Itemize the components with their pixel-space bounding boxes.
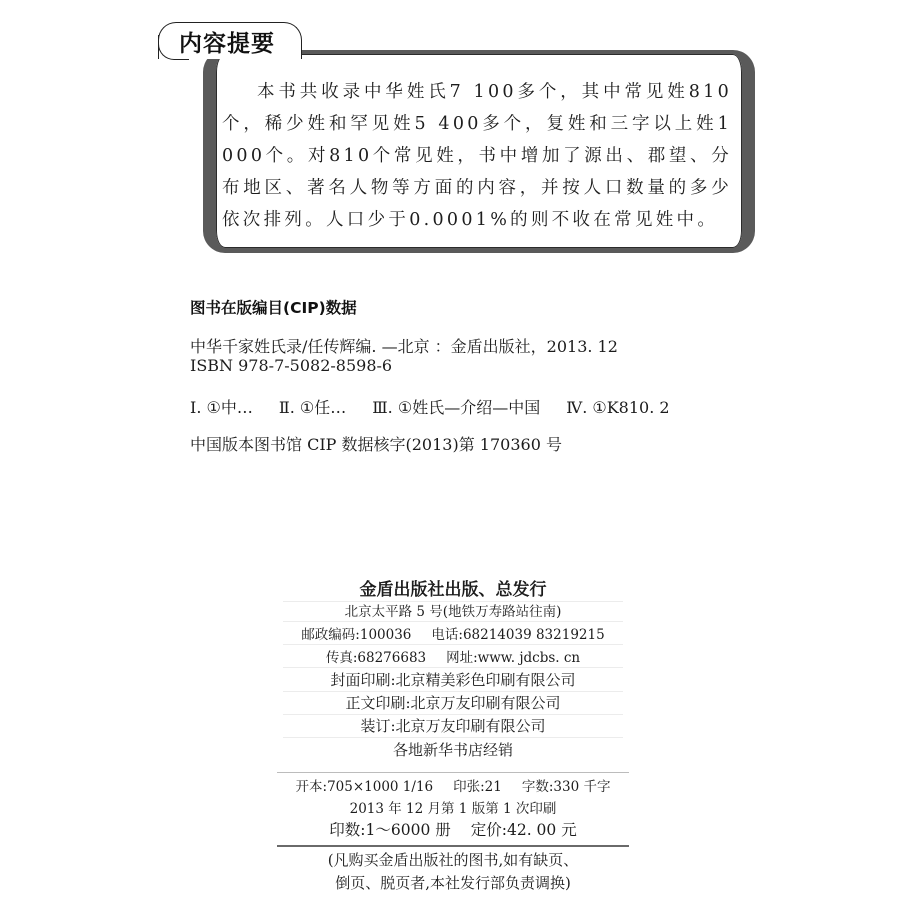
cip-class-1: Ⅰ. ①中… (190, 398, 253, 417)
cip-class-3: Ⅲ. ①姓氏—介绍—中国 (372, 398, 541, 417)
cip-class-4: Ⅳ. ①K810. 2 (566, 398, 670, 417)
sheets: 印张:21 (453, 779, 502, 795)
price: 定价:42. 00 元 (470, 821, 577, 839)
summary-tab (158, 22, 302, 59)
cip-classification (190, 395, 670, 418)
cip-class-2: Ⅱ. ①任… (278, 398, 347, 417)
distribution: 各地新华书店经销 (392, 741, 513, 759)
summary-text (222, 76, 732, 236)
cover-printer: 封面印刷:北京精美彩色印刷有限公司 (277, 669, 629, 690)
phone: 电话:68214039 83219215 (431, 627, 605, 643)
notice-line-2: 倒页、脱页者,本社发行部负责调换) (335, 874, 571, 892)
notice-line-1: (凡购买金盾出版社的图书,如有缺页、 (327, 851, 579, 869)
fax: 传真:68276683 (325, 650, 427, 666)
summary-tab-title: 内容提要 (179, 31, 275, 57)
print-run: 印数:1～6000 册 (329, 821, 451, 839)
summary-paragraph: 本书共收录中华姓氏7 100多个，其中常见姓810个，稀少姓和罕见姓5 400多个，复姓和三字以上姓1 000个。对810个常见姓，书中增加了源出、郡望、分布地区、著名人物等方面的内容，并按人口数量的多少依次排列。人口少于0.0001%的则不收在常见姓中。 (222, 82, 732, 230)
cip-title-line: 中华千家姓氏录/任传辉编. —北京 ：金盾出版社，2013. 12 (190, 337, 618, 356)
cip-isbn: ISBN 978-7-5082-8598-6 (190, 356, 393, 375)
publisher-contact (277, 623, 629, 643)
divider-top (277, 772, 629, 773)
format-row (277, 775, 629, 795)
text-printer: 正文印刷:北京万友印刷有限公司 (277, 692, 629, 713)
print-run-row (277, 818, 629, 840)
word-count: 字数:330 千字 (521, 779, 611, 795)
cip-heading: 图书在版编目(CIP)数据 (190, 299, 357, 317)
edition: 2013 年 12 月第 1 版第 1 次印刷 (349, 801, 557, 817)
binding: 装订:北京万友印刷有限公司 (277, 715, 629, 736)
divider-bottom (277, 845, 629, 847)
cip-record: 中国版本图书馆 CIP 数据核字(2013)第 170360 号 (190, 435, 562, 454)
publisher-fax-web (277, 646, 629, 666)
website: 网址:www. jdcbs. cn (446, 650, 581, 666)
postcode: 邮政编码:100036 (301, 627, 412, 643)
format: 开本:705×1000 1/16 (295, 779, 434, 795)
publisher-title: 金盾出版社出版、总发行 (277, 575, 629, 600)
publisher-address: 北京太平路 5 号(地铁万寿路站往南) (277, 600, 629, 620)
